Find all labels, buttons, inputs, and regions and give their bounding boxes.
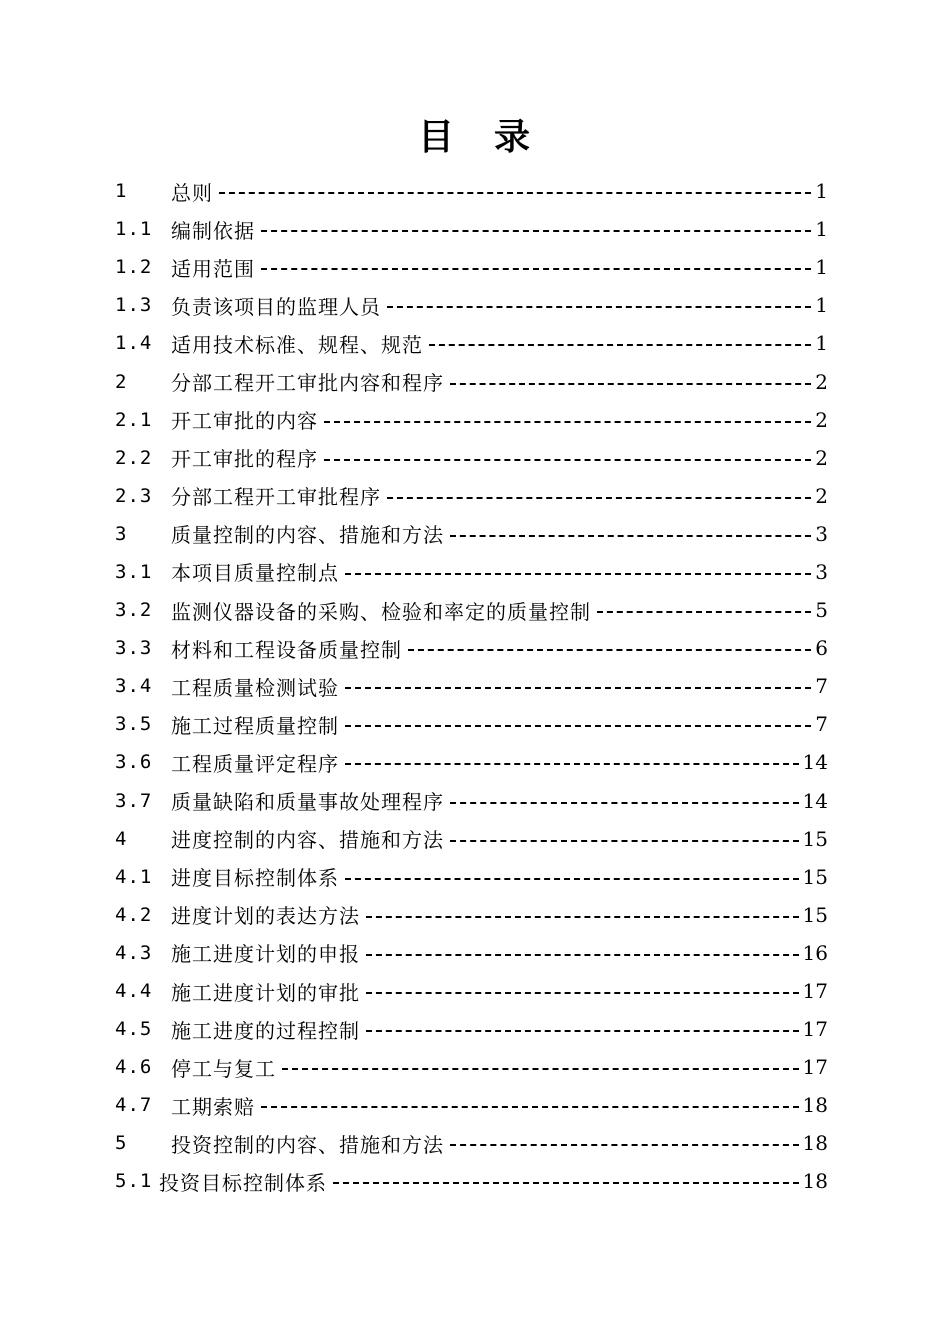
toc-dot-leader	[450, 840, 799, 842]
toc-entry-title: 工期索赔	[171, 1094, 255, 1119]
toc-entry-page-number: 15	[802, 864, 828, 889]
toc-entry-title: 停工与复工	[171, 1056, 276, 1081]
toc-entry[interactable]	[115, 439, 828, 477]
toc-entry-title: 工程质量检测试验	[171, 675, 339, 700]
toc-entry-page-number: 2	[815, 445, 828, 470]
toc-entry-number: 2	[115, 370, 128, 393]
toc-dot-leader	[345, 573, 811, 575]
toc-entry[interactable]	[115, 515, 828, 553]
toc-entry-title: 监测仪器设备的采购、检验和率定的质量控制	[171, 599, 591, 624]
toc-dot-leader	[366, 992, 799, 994]
toc-entry-title: 负责该项目的监理人员	[171, 294, 381, 319]
toc-entry-title: 总则	[171, 180, 213, 205]
toc-entry-page-number: 18	[802, 1093, 828, 1118]
toc-entry-title: 施工进度计划的审批	[171, 980, 360, 1005]
toc-entry-number: 2.2	[115, 446, 153, 469]
toc-entry-number: 3.5	[115, 713, 153, 736]
toc-entry-page-number: 15	[802, 826, 828, 851]
toc-entry[interactable]	[115, 782, 828, 820]
toc-dot-leader	[324, 421, 811, 423]
toc-entry-title: 进度目标控制体系	[171, 866, 339, 891]
toc-entry-page-number: 7	[815, 674, 828, 699]
toc-entry-page-number: 2	[815, 483, 828, 508]
toc-entry-page-number: 1	[815, 255, 828, 280]
toc-entry-title: 工程质量评定程序	[171, 751, 339, 776]
toc-entry-page-number: 18	[802, 1131, 828, 1156]
toc-entry-number: 2.1	[115, 408, 153, 431]
toc-entry-number: 2.3	[115, 484, 153, 507]
toc-dot-leader	[261, 1106, 799, 1108]
toc-entry[interactable]	[115, 248, 828, 286]
toc-entry[interactable]	[115, 743, 828, 781]
toc-entry-title: 质量缺陷和质量事故处理程序	[171, 790, 444, 815]
toc-entry-page-number: 3	[815, 559, 828, 584]
toc-entry-number: 1.2	[115, 256, 153, 279]
toc-entry[interactable]	[115, 553, 828, 591]
toc-entry[interactable]	[115, 477, 828, 515]
toc-entry[interactable]	[115, 896, 828, 934]
toc-entry-title: 适用技术标准、规程、规范	[171, 332, 423, 357]
toc-entry-number: 5	[115, 1132, 128, 1155]
toc-entry-page-number: 1	[815, 331, 828, 356]
toc-entry-number: 4.4	[115, 980, 153, 1003]
toc-entry-number: 4.1	[115, 865, 153, 888]
toc-dot-leader	[597, 611, 811, 613]
toc-entry[interactable]	[115, 324, 828, 362]
toc-entry-page-number: 14	[802, 750, 828, 775]
toc-entry-number: 1.4	[115, 332, 153, 355]
toc-entry-title: 施工过程质量控制	[171, 713, 339, 738]
toc-entry-page-number: 1	[815, 179, 828, 204]
toc-entry-title: 施工进度的过程控制	[171, 1018, 360, 1043]
toc-dot-leader	[450, 1144, 799, 1146]
toc-entry-number: 4.5	[115, 1018, 153, 1041]
toc-entry-page-number: 6	[815, 636, 828, 661]
toc-dot-leader	[429, 344, 811, 346]
toc-dot-leader	[450, 383, 811, 385]
toc-entry-number: 4.2	[115, 903, 153, 926]
toc-entry[interactable]	[115, 934, 828, 972]
page-title: 目 录	[417, 117, 532, 158]
toc-entry-page-number: 17	[802, 1055, 828, 1080]
toc-entry-number: 4.3	[115, 941, 153, 964]
toc-entry-number: 3.2	[115, 599, 153, 622]
toc-entry-title: 开工审批的程序	[171, 447, 318, 472]
toc-entry[interactable]	[115, 1086, 828, 1124]
toc-dot-leader	[333, 1182, 799, 1184]
toc-entry-number: 5.1	[115, 1170, 153, 1193]
toc-entry-page-number: 15	[802, 902, 828, 927]
toc-dot-leader	[408, 649, 811, 651]
toc-entry-number: 3.3	[115, 637, 153, 660]
toc-entry[interactable]	[115, 858, 828, 896]
toc-entry[interactable]	[115, 172, 828, 210]
toc-dot-leader	[366, 1030, 799, 1032]
toc-dot-leader	[450, 802, 799, 804]
toc-entry-page-number: 1	[815, 217, 828, 242]
toc-dot-leader	[366, 916, 799, 918]
toc-entry-number: 1	[115, 180, 128, 203]
toc-entry-title: 进度计划的表达方法	[171, 904, 360, 929]
toc-entry-page-number: 2	[815, 407, 828, 432]
toc-entry[interactable]	[115, 629, 828, 667]
toc-entry-number: 3.7	[115, 789, 153, 812]
toc-entry[interactable]	[115, 210, 828, 248]
toc-entry[interactable]	[115, 667, 828, 705]
toc-entry-title: 编制依据	[171, 218, 255, 243]
toc-entry-page-number: 1	[815, 293, 828, 318]
toc-dot-leader	[324, 459, 811, 461]
toc-entry[interactable]	[115, 1048, 828, 1086]
toc-entry[interactable]	[115, 705, 828, 743]
toc-entry-number: 4.7	[115, 1094, 153, 1117]
toc-entry-page-number: 14	[802, 788, 828, 813]
toc-entry-title: 施工进度计划的申报	[171, 942, 360, 967]
toc-entry-title: 进度控制的内容、措施和方法	[171, 828, 444, 853]
toc-entry[interactable]	[115, 591, 828, 629]
toc-entry-title: 材料和工程设备质量控制	[171, 637, 402, 662]
toc-dot-leader	[345, 687, 811, 689]
toc-dot-leader	[219, 192, 811, 194]
toc-entry-page-number: 18	[802, 1169, 828, 1194]
toc-entry-title: 投资控制的内容、措施和方法	[171, 1132, 444, 1157]
toc-entry-title: 适用范围	[171, 256, 255, 281]
toc-entry-title: 质量控制的内容、措施和方法	[171, 523, 444, 548]
toc-entry[interactable]	[115, 1162, 828, 1200]
toc-entry-title: 开工审批的内容	[171, 409, 318, 434]
toc-entry-title: 分部工程开工审批程序	[171, 485, 381, 510]
toc-entry-page-number: 7	[815, 712, 828, 737]
toc-entry-number: 4	[115, 827, 128, 850]
toc-entry[interactable]	[115, 1124, 828, 1162]
toc-dot-leader	[366, 954, 799, 956]
toc-entry[interactable]	[115, 972, 828, 1010]
toc-entry-title: 分部工程开工审批内容和程序	[171, 371, 444, 396]
toc-entry-number: 3.6	[115, 751, 153, 774]
toc-dot-leader	[387, 497, 811, 499]
toc-dot-leader	[261, 230, 811, 232]
toc-dot-leader	[261, 268, 811, 270]
toc-entry-number: 1.3	[115, 294, 153, 317]
toc-dot-leader	[450, 535, 811, 537]
toc-entry-number: 1.1	[115, 218, 153, 241]
toc-entry-page-number: 5	[815, 598, 828, 623]
toc-dot-leader	[345, 763, 799, 765]
toc-dot-leader	[345, 878, 799, 880]
toc-entry-number: 3.1	[115, 560, 153, 583]
toc-dot-leader	[345, 725, 811, 727]
toc-entry-page-number: 16	[802, 940, 828, 965]
toc-entry[interactable]	[115, 362, 828, 400]
toc-entry-page-number: 17	[802, 1017, 828, 1042]
toc-entry-title: 投资目标控制体系	[159, 1170, 327, 1195]
toc-entry-title: 本项目质量控制点	[171, 561, 339, 586]
toc-entry-page-number: 3	[815, 521, 828, 546]
toc-entry-page-number: 17	[802, 979, 828, 1004]
toc-entry[interactable]	[115, 286, 828, 324]
toc-entry-number: 4.6	[115, 1056, 153, 1079]
table-of-contents	[115, 172, 828, 1201]
toc-entry[interactable]	[115, 401, 828, 439]
toc-entry[interactable]	[115, 1010, 828, 1048]
toc-dot-leader	[282, 1068, 799, 1070]
toc-entry[interactable]	[115, 820, 828, 858]
toc-entry-number: 3.4	[115, 675, 153, 698]
toc-dot-leader	[387, 306, 811, 308]
toc-entry-page-number: 2	[815, 369, 828, 394]
toc-entry-number: 3	[115, 522, 128, 545]
